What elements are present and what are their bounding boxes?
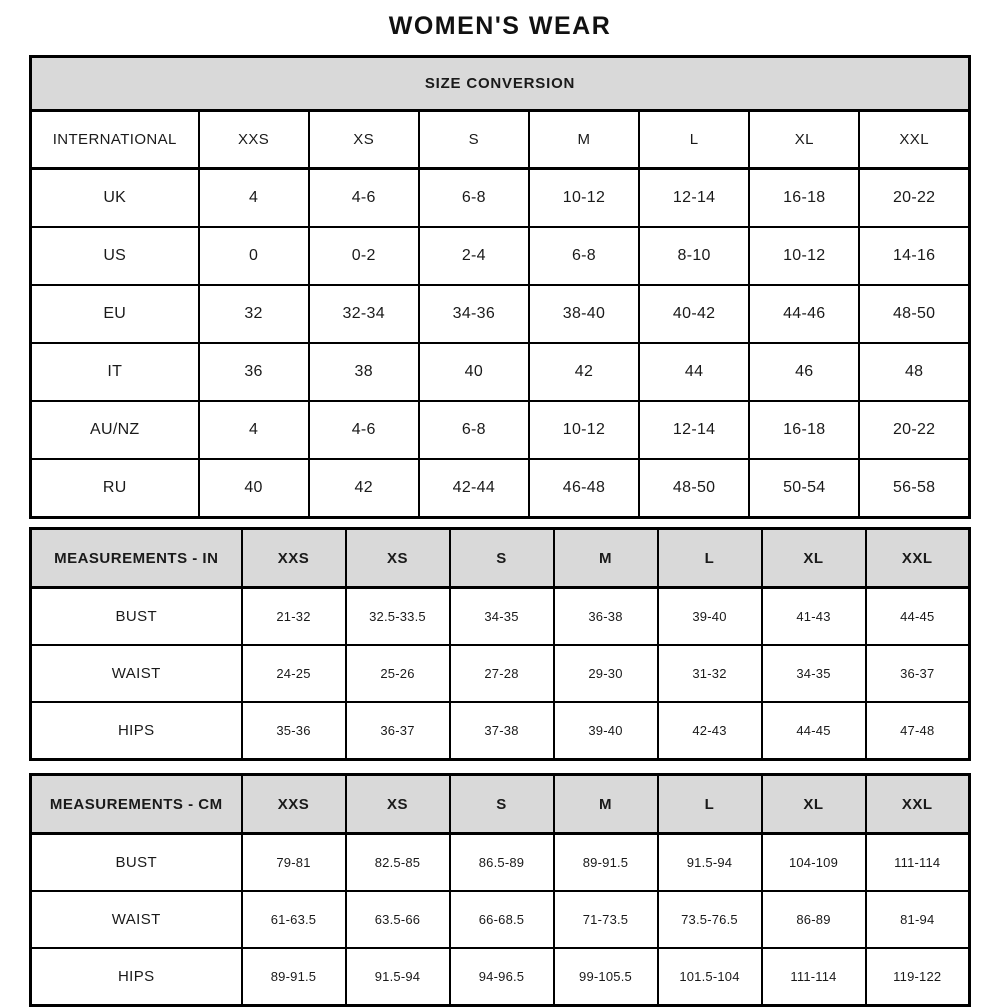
column-header-xxl: XXL (859, 111, 969, 169)
table-cell: 101.5-104 (658, 948, 762, 1006)
measurements-cm-header-row (31, 775, 970, 834)
table-row (31, 702, 970, 760)
table-cell: 6-8 (529, 227, 639, 285)
size-conversion-body (31, 169, 970, 518)
column-header-xs: XS (346, 775, 450, 834)
row-label: BUST (31, 588, 242, 646)
column-header-xs: XS (346, 529, 450, 588)
table-cell: 39-40 (554, 702, 658, 760)
column-header-m: M (554, 775, 658, 834)
column-header-xxl: XXL (866, 529, 970, 588)
column-header-s: S (419, 111, 529, 169)
table-cell: 99-105.5 (554, 948, 658, 1006)
table-row (31, 285, 970, 343)
row-label: US (31, 227, 199, 285)
table-cell: 0 (199, 227, 309, 285)
table-cell: 38 (309, 343, 419, 401)
table-cell: 4-6 (309, 169, 419, 228)
table-cell: 12-14 (639, 401, 749, 459)
table-cell: 42 (309, 459, 419, 518)
table-row (31, 948, 970, 1006)
table-cell: 86.5-89 (450, 834, 554, 892)
measurements-in-body (31, 588, 970, 760)
table-row (31, 459, 970, 518)
table-cell: 8-10 (639, 227, 749, 285)
table-cell: 44-45 (762, 702, 866, 760)
table-cell: 89-91.5 (242, 948, 346, 1006)
table-gap (0, 519, 1000, 527)
table-cell: 31-32 (658, 645, 762, 702)
row-header-column-title: MEASUREMENTS - CM (31, 775, 242, 834)
table-cell: 91.5-94 (658, 834, 762, 892)
table-cell: 36-38 (554, 588, 658, 646)
table-cell: 6-8 (419, 169, 529, 228)
size-conversion-table (29, 55, 971, 519)
measurements-cm-table (29, 773, 971, 1007)
table-cell: 44 (639, 343, 749, 401)
table-cell: 47-48 (866, 702, 970, 760)
table-cell: 34-35 (762, 645, 866, 702)
row-label: EU (31, 285, 199, 343)
table-cell: 79-81 (242, 834, 346, 892)
table-cell: 82.5-85 (346, 834, 450, 892)
table-cell: 42 (529, 343, 639, 401)
size-conversion-band-title: SIZE CONVERSION (31, 57, 970, 111)
row-label: RU (31, 459, 199, 518)
column-header-xxs: XXS (242, 775, 346, 834)
table-row (31, 169, 970, 228)
column-header-xxl: XXL (866, 775, 970, 834)
table-cell: 86-89 (762, 891, 866, 948)
table-cell: 39-40 (658, 588, 762, 646)
table-row (31, 834, 970, 892)
measurements-in-table (29, 527, 971, 761)
table-cell: 91.5-94 (346, 948, 450, 1006)
table-gap (0, 761, 1000, 773)
table-row (31, 588, 970, 646)
table-cell: 42-44 (419, 459, 529, 518)
table-cell: 46-48 (529, 459, 639, 518)
table-cell: 16-18 (749, 401, 859, 459)
measurements-cm-body (31, 834, 970, 1006)
column-header-xxs: XXS (242, 529, 346, 588)
column-header-m: M (529, 111, 639, 169)
table-cell: 36-37 (346, 702, 450, 760)
table-row (31, 227, 970, 285)
table-cell: 16-18 (749, 169, 859, 228)
table-row (31, 401, 970, 459)
table-cell: 81-94 (866, 891, 970, 948)
column-header-s: S (450, 529, 554, 588)
row-label: IT (31, 343, 199, 401)
table-cell: 14-16 (859, 227, 969, 285)
table-cell: 61-63.5 (242, 891, 346, 948)
table-cell: 50-54 (749, 459, 859, 518)
table-cell: 111-114 (866, 834, 970, 892)
table-cell: 37-38 (450, 702, 554, 760)
table-cell: 89-91.5 (554, 834, 658, 892)
column-header-xl: XL (749, 111, 859, 169)
column-header-xxs: XXS (199, 111, 309, 169)
table-row (31, 645, 970, 702)
table-cell: 21-32 (242, 588, 346, 646)
table-cell: 4-6 (309, 401, 419, 459)
table-cell: 56-58 (859, 459, 969, 518)
column-header-l: L (639, 111, 749, 169)
table-cell: 29-30 (554, 645, 658, 702)
table-cell: 104-109 (762, 834, 866, 892)
table-cell: 71-73.5 (554, 891, 658, 948)
table-cell: 20-22 (859, 169, 969, 228)
table-cell: 34-36 (419, 285, 529, 343)
table-cell: 32-34 (309, 285, 419, 343)
table-cell: 32 (199, 285, 309, 343)
column-header-l: L (658, 775, 762, 834)
row-label: WAIST (31, 645, 242, 702)
table-cell: 94-96.5 (450, 948, 554, 1006)
table-cell: 25-26 (346, 645, 450, 702)
table-cell: 36-37 (866, 645, 970, 702)
table-row (31, 891, 970, 948)
table-cell: 40 (419, 343, 529, 401)
table-cell: 6-8 (419, 401, 529, 459)
row-header-column-title: MEASUREMENTS - IN (31, 529, 242, 588)
table-cell: 2-4 (419, 227, 529, 285)
table-row (31, 343, 970, 401)
table-cell: 32.5-33.5 (346, 588, 450, 646)
row-header-column-title: INTERNATIONAL (31, 111, 199, 169)
table-cell: 119-122 (866, 948, 970, 1006)
size-conversion-column-header-row (31, 111, 970, 169)
measurements-in-header-row (31, 529, 970, 588)
table-cell: 41-43 (762, 588, 866, 646)
table-cell: 35-36 (242, 702, 346, 760)
table-cell: 73.5-76.5 (658, 891, 762, 948)
column-header-s: S (450, 775, 554, 834)
column-header-xl: XL (762, 775, 866, 834)
table-cell: 44-46 (749, 285, 859, 343)
table-cell: 4 (199, 401, 309, 459)
table-cell: 48 (859, 343, 969, 401)
table-cell: 10-12 (529, 169, 639, 228)
column-header-l: L (658, 529, 762, 588)
table-cell: 111-114 (762, 948, 866, 1006)
column-header-xl: XL (762, 529, 866, 588)
row-label: WAIST (31, 891, 242, 948)
table-cell: 66-68.5 (450, 891, 554, 948)
table-cell: 20-22 (859, 401, 969, 459)
table-cell: 10-12 (529, 401, 639, 459)
table-cell: 12-14 (639, 169, 749, 228)
table-cell: 24-25 (242, 645, 346, 702)
table-cell: 44-45 (866, 588, 970, 646)
row-label: HIPS (31, 702, 242, 760)
size-conversion-band-row (31, 57, 970, 111)
row-label: AU/NZ (31, 401, 199, 459)
table-cell: 63.5-66 (346, 891, 450, 948)
table-cell: 0-2 (309, 227, 419, 285)
table-cell: 46 (749, 343, 859, 401)
row-label: UK (31, 169, 199, 228)
page-title: WOMEN'S WEAR (388, 12, 612, 40)
table-cell: 34-35 (450, 588, 554, 646)
table-cell: 10-12 (749, 227, 859, 285)
table-cell: 48-50 (639, 459, 749, 518)
table-cell: 42-43 (658, 702, 762, 760)
table-cell: 48-50 (859, 285, 969, 343)
table-cell: 4 (199, 169, 309, 228)
column-header-m: M (554, 529, 658, 588)
row-label: HIPS (31, 948, 242, 1006)
table-cell: 27-28 (450, 645, 554, 702)
column-header-xs: XS (309, 111, 419, 169)
table-cell: 40-42 (639, 285, 749, 343)
row-label: BUST (31, 834, 242, 892)
table-cell: 40 (199, 459, 309, 518)
table-cell: 38-40 (529, 285, 639, 343)
table-cell: 36 (199, 343, 309, 401)
